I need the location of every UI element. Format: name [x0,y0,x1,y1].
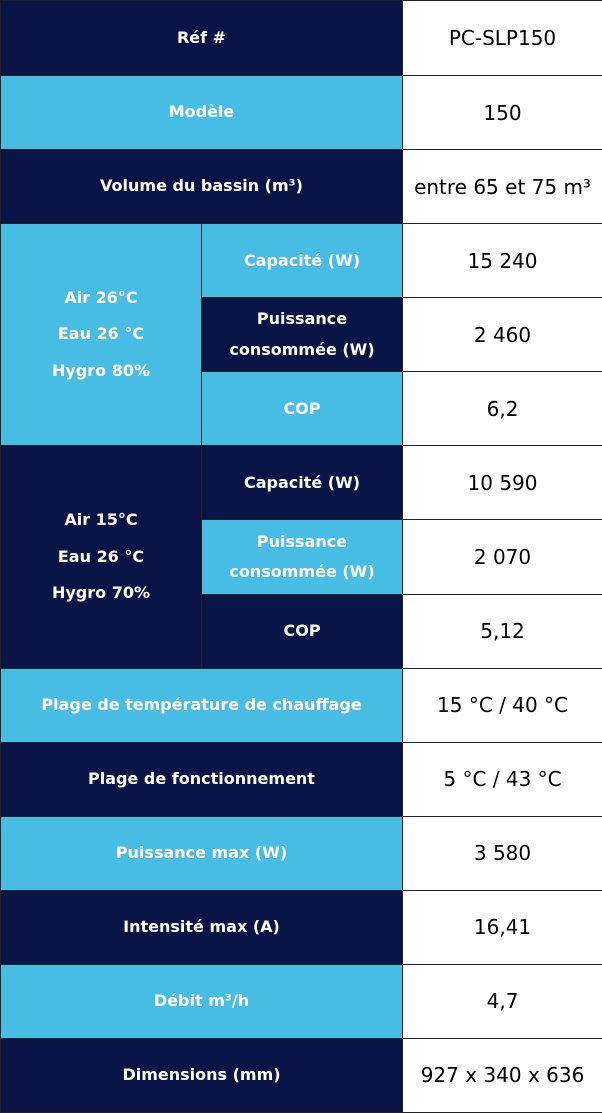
max-power-label-text: Puissance max (W) [115,843,288,863]
row-max-power [1,816,602,890]
max-power-value: 3 580 [403,816,602,890]
cond2-capacity-value: 10 590 [403,446,602,520]
cond1-power-value: 2 460 [403,298,602,372]
cond1-conditions [1,224,202,446]
max-current-label-text: Intensité max (A) [123,917,280,937]
ref-value: PC-SLP150 [403,1,602,76]
cond1-power-label [202,298,403,372]
cond2-power-label-line1: Puissance [256,531,348,551]
flow-value: 4,7 [403,964,602,1038]
heating-range-value: 15 °C / 40 °C [403,668,602,742]
cond1-capacity-value: 15 240 [403,224,602,298]
cond1-power-label-line2: consommée (W) [229,339,375,359]
row-ref [1,1,602,76]
cond1-capacity-label: Capacité (W) [202,224,403,298]
pool-volume-label-text: Volume du bassin (m³) [100,176,303,196]
cond2-cop-label: COP [202,594,403,668]
heating-range-label-text: Plage de température de chauffage [41,694,362,714]
row-cond2-capacity [1,446,602,520]
model-label [1,76,403,150]
operating-range-value: 5 °C / 43 °C [403,742,602,816]
cond2-cop-value: 5,12 [403,594,602,668]
cond1-hygro: Hygro 80% [51,361,151,381]
dimensions-label-text: Dimensions (mm) [122,1065,281,1085]
cond2-conditions [1,446,202,668]
row-dimensions [1,1038,602,1112]
pool-volume-label [1,150,403,224]
row-cond1-capacity [1,224,602,298]
max-current-label [1,890,403,964]
row-flow [1,964,602,1038]
row-heating-range [1,668,602,742]
cond2-water: Eau 26 °C [57,546,145,566]
operating-range-label-text: Plage de fonctionnement [88,768,315,788]
cond2-hygro: Hygro 70% [51,583,151,603]
cond2-power-value: 2 070 [403,520,602,594]
ref-label [1,1,403,76]
row-pool-volume [1,150,602,224]
operating-range-label [1,742,403,816]
cond2-power-label-line2: consommée (W) [229,561,375,581]
cond1-cop-value: 6,2 [403,372,602,446]
row-operating-range [1,742,602,816]
heating-range-label [1,668,403,742]
max-power-label [1,816,403,890]
cond2-air: Air 15°C [64,509,138,529]
flow-label [1,964,403,1038]
cond1-air: Air 26°C [64,287,138,307]
cond2-power-label [202,520,403,594]
model-value: 150 [403,76,602,150]
model-label-text: Modèle [168,102,235,122]
cond1-water: Eau 26 °C [57,324,145,344]
flow-label-text: Débit m³/h [153,991,250,1011]
pool-volume-value: entre 65 et 75 m³ [403,150,602,224]
cond2-capacity-label: Capacité (W) [202,446,403,520]
cond1-cop-label: COP [202,372,403,446]
row-max-current [1,890,602,964]
cond1-power-label-line1: Puissance [256,309,348,329]
row-model [1,76,602,150]
dimensions-label [1,1038,403,1112]
max-current-value: 16,41 [403,890,602,964]
dimensions-value: 927 x 340 x 636 [403,1038,602,1112]
ref-label-text: Réf # [176,27,227,47]
